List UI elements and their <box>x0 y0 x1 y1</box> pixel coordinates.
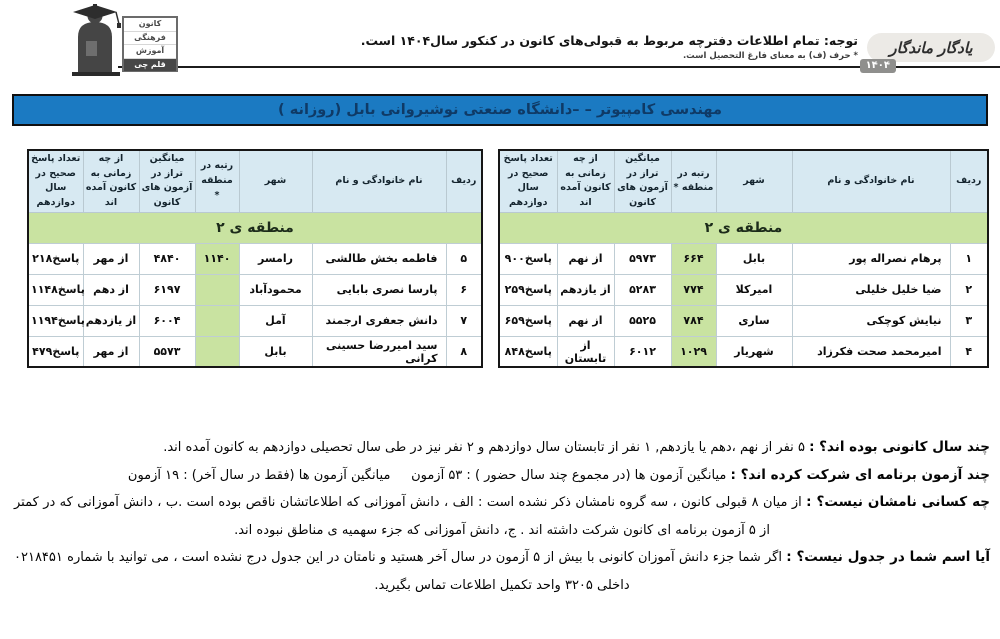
cell-city: بابل <box>716 243 792 274</box>
col-row-number: ردیف <box>950 150 988 212</box>
cell-since: از مهر <box>83 336 139 367</box>
cell-since: از مهر <box>83 243 139 274</box>
page-title: مهندسی کامپیوتر – –دانشگاه صنعتی نوشیروانی بابل (روزانه ) <box>12 94 988 126</box>
cell-rank: ۷۸۴ <box>671 305 716 336</box>
cell-score: ۶۰۱۲ <box>614 336 671 367</box>
faq-exams-taken <box>14 462 990 490</box>
cell-row-number: ۷ <box>446 305 482 336</box>
region-banner: منطقه ی ۲ <box>499 212 988 243</box>
cell-city: امیرکلا <box>716 274 792 305</box>
faq-question: چند سال کانونی بوده اند؟ : <box>809 439 990 455</box>
logo-sign <box>122 16 178 72</box>
col-since: از چه زمانی به کانون آمده اند <box>83 150 139 212</box>
cell-since: از یازدهم <box>83 305 139 336</box>
cell-name: امیرمحمد صحت فکرزاد <box>792 336 950 367</box>
cell-name: پرهام نصراله پور <box>792 243 950 274</box>
col-row-number: ردیف <box>446 150 482 212</box>
cell-rank <box>195 274 239 305</box>
cell-score: ۶۰۰۴ <box>139 305 195 336</box>
results-table-right <box>498 149 989 368</box>
col-correct-answers: تعداد پاسخ صحیح در سال دوازدهم <box>28 150 83 212</box>
table-row <box>28 305 482 336</box>
cell-name: فاطمه بخش طالشی <box>312 243 446 274</box>
cell-since: از تابستان <box>557 336 614 367</box>
table-header-row <box>499 150 988 212</box>
cell-answers: ۱۱۹۴پاسخ <box>28 305 83 336</box>
cell-score: ۴۸۴۰ <box>139 243 195 274</box>
cell-rank: ۱۱۴۰ <box>195 243 239 274</box>
faq-section <box>14 434 990 599</box>
cell-name: دانش جعفری ارجمند <box>312 305 446 336</box>
region-banner-row <box>499 212 988 243</box>
cell-city: شهریار <box>716 336 792 367</box>
cell-rank: ۷۷۴ <box>671 274 716 305</box>
cell-city: رامسر <box>239 243 312 274</box>
cell-rank <box>195 305 239 336</box>
cell-row-number: ۸ <box>446 336 482 367</box>
cell-answers: ۱۱۴۸پاسخ <box>28 274 83 305</box>
col-correct-answers: تعداد پاسخ صحیح در سال دوازدهم <box>499 150 557 212</box>
faq-answer: اگر شما جزء دانش آموزان کانونی با بیش از ۵ آزمون در سال آخر هستید و نامتان در این جدول درج نشده است ، می توانید با شماره ۰۲۱۸۴۵۱ داخلی ۳۲۰۵ واحد تکمیل اطلاعات تماس بگیرید. <box>14 550 787 593</box>
year-badge: ۱۴۰۴ <box>860 59 896 73</box>
cell-row-number: ۴ <box>950 336 988 367</box>
cell-row-number: ۳ <box>950 305 988 336</box>
cell-answers: ۴۷۹پاسخ <box>28 336 83 367</box>
logo-sign-line: کانون <box>124 18 176 32</box>
cell-city: محمودآباد <box>239 274 312 305</box>
logo-sign-line: آموزش <box>124 45 176 59</box>
cell-score: ۵۲۸۳ <box>614 274 671 305</box>
cell-rank: ۱۰۲۹ <box>671 336 716 367</box>
cell-score: ۵۵۲۵ <box>614 305 671 336</box>
table-row <box>499 305 988 336</box>
faq-question: چه کسانی نامشان نیست؟ : <box>806 494 991 510</box>
cell-since: از دهم <box>83 274 139 305</box>
cell-name: نیایش کوچکی <box>792 305 950 336</box>
cell-row-number: ۶ <box>446 274 482 305</box>
cell-since: از نهم <box>557 243 614 274</box>
cell-name: ضیا خلیل خلیلی <box>792 274 950 305</box>
cell-score: ۵۹۷۳ <box>614 243 671 274</box>
table-row <box>499 243 988 274</box>
table-row <box>28 243 482 274</box>
table-header-row <box>28 150 482 212</box>
table-row <box>28 336 482 367</box>
kanoon-logo <box>64 3 178 77</box>
col-region-rank: رتبه در منطقه * <box>195 150 239 212</box>
cell-city: آمل <box>239 305 312 336</box>
col-avg-score: میانگین تراز در آزمون های کانون <box>139 150 195 212</box>
header-note-sub: * حرف (ف) به معنای فارغ التحصیل است. <box>682 51 858 61</box>
yadegar-mandegar-logo: یادگار ماندگار <box>867 33 995 62</box>
col-city: شهر <box>239 150 312 212</box>
cell-rank <box>195 336 239 367</box>
logo-sign-line: فرهنگی <box>124 32 176 46</box>
faq-answer: از میان ۸ قبولی کانون ، سه گروه نامشان ذکر نشده است : الف ، دانش آموزانی که اطلاعاتشان ناقص بوده است .ب ، دانش آموزانی که در کمتر از ۵ آزمون برنامه ای کانون شرکت داشته اند . ج، دانش آموزانی که جزء سهمیه ی مناطق نبوده اند. <box>14 495 807 538</box>
header-note-main: توجه: تمام اطلاعات دفترچه مربوط به قبولی‌های کانون در کنکور سال۱۴۰۴ است. <box>360 33 858 48</box>
cell-answers: ۹۰۰پاسخ <box>499 243 557 274</box>
cell-score: ۶۱۹۷ <box>139 274 195 305</box>
faq-answer: میانگین آزمون ها (در مجموع چند سال حضور ) : ۵۳ آزمون میانگین آزمون ها (فقط در سال آخر) : ۱۹ آزمون <box>127 467 731 483</box>
col-region-rank: رتبه در منطقه * <box>671 150 716 212</box>
faq-your-name-missing <box>14 544 990 599</box>
faq-question: چند آزمون برنامه ای شرکت کرده اند؟ : <box>730 466 990 483</box>
faq-missing-names <box>14 489 990 544</box>
header-note <box>361 33 858 61</box>
cell-answers: ۲۵۹پاسخ <box>499 274 557 305</box>
table-row <box>499 274 988 305</box>
region-banner: منطقه ی ۲ <box>28 212 482 243</box>
table-row <box>28 274 482 305</box>
cell-row-number: ۱ <box>950 243 988 274</box>
logo-sign-line: قلم چی <box>124 59 176 72</box>
graduate-figure-icon <box>64 3 124 77</box>
cell-since: از نهم <box>557 305 614 336</box>
cell-answers: ۸۴۸پاسخ <box>499 336 557 367</box>
cell-name: پارسا نصری بابایی <box>312 274 446 305</box>
cell-rank: ۶۶۴ <box>671 243 716 274</box>
region-banner-row <box>28 212 482 243</box>
col-name: نام خانوادگی و نام <box>312 150 446 212</box>
faq-years-in-kanoon <box>14 434 990 462</box>
cell-answers: ۲۱۸پاسخ <box>28 243 83 274</box>
cell-city: ساری <box>716 305 792 336</box>
col-avg-score: میانگین تراز در آزمون های کانون <box>614 150 671 212</box>
cell-row-number: ۵ <box>446 243 482 274</box>
table-row <box>499 336 988 367</box>
cell-answers: ۶۵۹پاسخ <box>499 305 557 336</box>
col-name: نام خانوادگی و نام <box>792 150 950 212</box>
col-since: از چه زمانی به کانون آمده اند <box>557 150 614 212</box>
col-city: شهر <box>716 150 792 212</box>
cell-name: سید امیررضا حسینی کرانی <box>312 336 446 367</box>
results-table-left <box>27 149 483 368</box>
faq-question: آیا اسم شما در جدول نیست؟ : <box>786 549 990 565</box>
faq-answer: ۵ نفر از نهم ،دهم یا یازدهم, ۱ نفر از تابستان سال دوازدهم و ۲ نفر نیز در طی سال تحصیلی دوازدهم به کانون آمده اند. <box>163 440 810 455</box>
cell-city: بابل <box>239 336 312 367</box>
cell-since: از یازدهم <box>557 274 614 305</box>
cell-score: ۵۵۷۳ <box>139 336 195 367</box>
cell-row-number: ۲ <box>950 274 988 305</box>
